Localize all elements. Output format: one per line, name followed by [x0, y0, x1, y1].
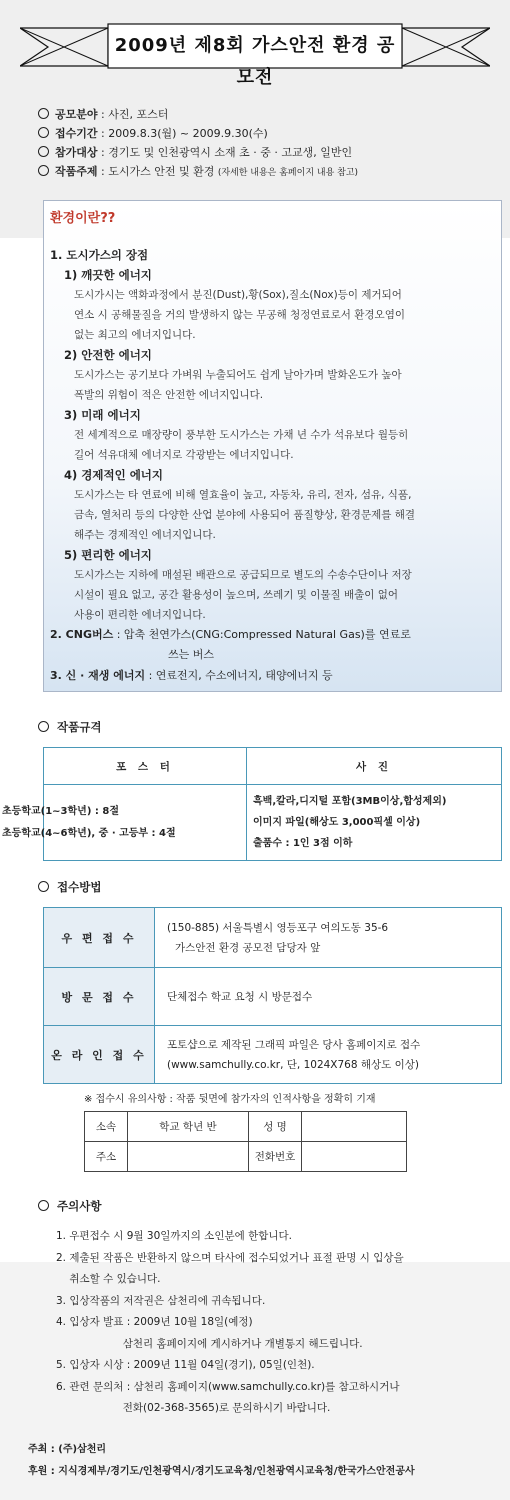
- sub-heading: 3) 미래 에너지: [64, 408, 141, 422]
- row-label: 우 편 접 수: [44, 908, 155, 968]
- spec-heading: 작품규격: [38, 719, 101, 735]
- page-title: 2009년 제8회 가스안전 환경 공모전: [114, 35, 396, 88]
- sub-heading: 5) 편리한 에너지: [64, 548, 152, 562]
- environment-box: [43, 200, 502, 692]
- row-value: 포토샵으로 제작된 그래픽 파일은 당사 홈페이지로 접수 (www.samchully.co.kr, 단, 1024X768 해상도 이상): [155, 1026, 502, 1084]
- form-label: 학교 학년 반: [128, 1112, 249, 1142]
- list-item: 6. 관련 문의처 : 삼천리 홈페이지(www.samchully.co.kr)를 참고하시거나: [56, 1380, 400, 1393]
- info-theme: 작품주제 : 도시가스 안전 및 환경 (자세한 내용은 홈페이지 내용 참고): [38, 163, 358, 182]
- circle-icon: [38, 165, 49, 176]
- section-heading: 1. 도시가스의 장점: [50, 248, 149, 262]
- sub-heading: 4) 경제적인 에너지: [64, 468, 164, 482]
- circle-icon: [38, 146, 49, 157]
- col-header: 포 스 터: [44, 748, 247, 785]
- list-item: 취소할 수 있습니다.: [56, 1273, 161, 1285]
- list-item: 전화(02-368-3565)로 문의하시기 바랍니다.: [56, 1402, 331, 1414]
- col-header: 사 진: [247, 748, 502, 785]
- submit-note: ※ 접수시 유의사항 : 작품 뒷면에 참가자의 인적사항을 정확히 기재: [84, 1094, 376, 1105]
- host-text: 주최 : (주)삼천리: [28, 1444, 107, 1455]
- paragraph: 도시가스는 공기보다 가벼워 누출되어도 쉽게 날아가며 발화온도가 높아 폭발의 위험이 적은 안전한 에너지입니다.: [74, 369, 402, 401]
- poster-spec: 초등학교(1~3학년) : 8절 초등학교(4~6학년), 중 · 고등부 : 4절: [44, 785, 247, 861]
- form-field: [302, 1142, 407, 1172]
- circle-icon: [38, 127, 49, 138]
- env-title: 환경이란??: [50, 211, 116, 226]
- title-banner: [20, 22, 490, 88]
- spec-table: [2, 747, 502, 861]
- list-item: 삼천리 홈페이지에 게시하거나 개별통지 해드립니다.: [56, 1337, 363, 1350]
- sub-heading: 2) 안전한 에너지: [64, 348, 152, 362]
- cng-section: 2. CNG버스 : 압축 천연가스(CNG:Compressed Natural Gas)를 연료로: [50, 628, 411, 641]
- info-target: 참가대상 : 경기도 및 인천광역시 소재 초 · 중 · 고교생, 일반인: [38, 144, 352, 162]
- notice-heading: 주의사항: [38, 1198, 101, 1214]
- info-field: 공모분야 : 사진, 포스터: [38, 106, 168, 124]
- form-label: 소속: [85, 1112, 128, 1142]
- row-label: 온 라 인 접 수: [44, 1026, 155, 1084]
- circle-icon: [38, 108, 49, 119]
- paragraph: 전 세계적으로 매장량이 풍부한 도시가스는 가채 년 수가 석유보다 월등히 길어 석유대체 에너지로 각광받는 에너지입니다.: [74, 429, 409, 461]
- notice-list: [56, 1226, 404, 1420]
- form-label: 전화번호: [249, 1142, 302, 1172]
- form-field: [128, 1142, 249, 1172]
- row-label: 방 문 접 수: [44, 968, 155, 1026]
- list-item: 1. 우편접수 시 9월 30일까지의 소인분에 한합니다.: [56, 1230, 292, 1242]
- row-value: 단체접수 학교 요청 시 방문접수: [155, 968, 502, 1026]
- applicant-form: [84, 1111, 407, 1172]
- submit-heading: 접수방법: [38, 879, 101, 895]
- form-field: [302, 1112, 407, 1142]
- paragraph: 도시가스는 타 연료에 비해 열효율이 높고, 자동차, 유리, 전자, 섬유, 식품, 금속, 열처리 등의 다양한 산업 분야에 사용되어 품질향상, 환경문제를 해결 해주는 경제적인 에너지입니다.: [74, 489, 416, 541]
- cng-text: 쓰는 버스: [168, 648, 215, 661]
- list-item: 5. 입상자 시상 : 2009년 11월 04일(경기), 05일(인천).: [56, 1359, 315, 1371]
- info-period: 접수기간 : 2009.8.3(월) ~ 2009.9.30(수): [38, 125, 268, 143]
- paragraph: 도시가시는 액화과정에서 분진(Dust),황(Sox),질소(Nox)등이 제거되어 연소 시 공해물질을 거의 발생하지 않는 무공해 청정연료로서 환경오염이 없는 최고의 에너지입니다.: [74, 289, 405, 341]
- renewable-section: 3. 신 · 재생 에너지 : 연료전지, 수소에너지, 태양에너지 등: [50, 669, 333, 682]
- form-label: 주소: [85, 1142, 128, 1172]
- circle-icon: [38, 881, 49, 892]
- paragraph: 도시가스는 지하에 매설된 배관으로 공급되므로 별도의 수송수단이나 저장 시설이 필요 없고, 공간 활용성이 높으며, 쓰레기 및 이물질 배출이 없어 사용이 편리한 에너지입니다.: [74, 569, 412, 621]
- list-item: 2. 제출된 작품은 반환하지 않으며 타사에 접수되었거나 표절 판명 시 입상을: [56, 1251, 404, 1264]
- list-item: 4. 입상자 발표 : 2009년 10월 18일(예정): [56, 1316, 253, 1328]
- form-label: 성 명: [249, 1112, 302, 1142]
- photo-spec: 흑백,칼라,디지털 포함(3MB이상,합성제외) 이미지 파일(해상도 3,000픽셀 이상) 출품수 : 1인 3점 이하: [247, 785, 502, 861]
- submit-table: [43, 907, 502, 1084]
- circle-icon: [38, 1200, 49, 1211]
- list-item: 3. 입상작품의 저작권은 삼천리에 귀속됩니다.: [56, 1294, 266, 1307]
- circle-icon: [38, 721, 49, 732]
- row-value: (150-885) 서울특별시 영등포구 여의도동 35-6 가스안전 환경 공모전 담당자 앞: [155, 908, 502, 968]
- sponsor-text: 후원 : 지식경제부/경기도/인천광역시/경기도교육청/인천광역시교육청/한국가스안전공사: [28, 1466, 415, 1477]
- sub-heading: 1) 깨끗한 에너지: [64, 268, 152, 282]
